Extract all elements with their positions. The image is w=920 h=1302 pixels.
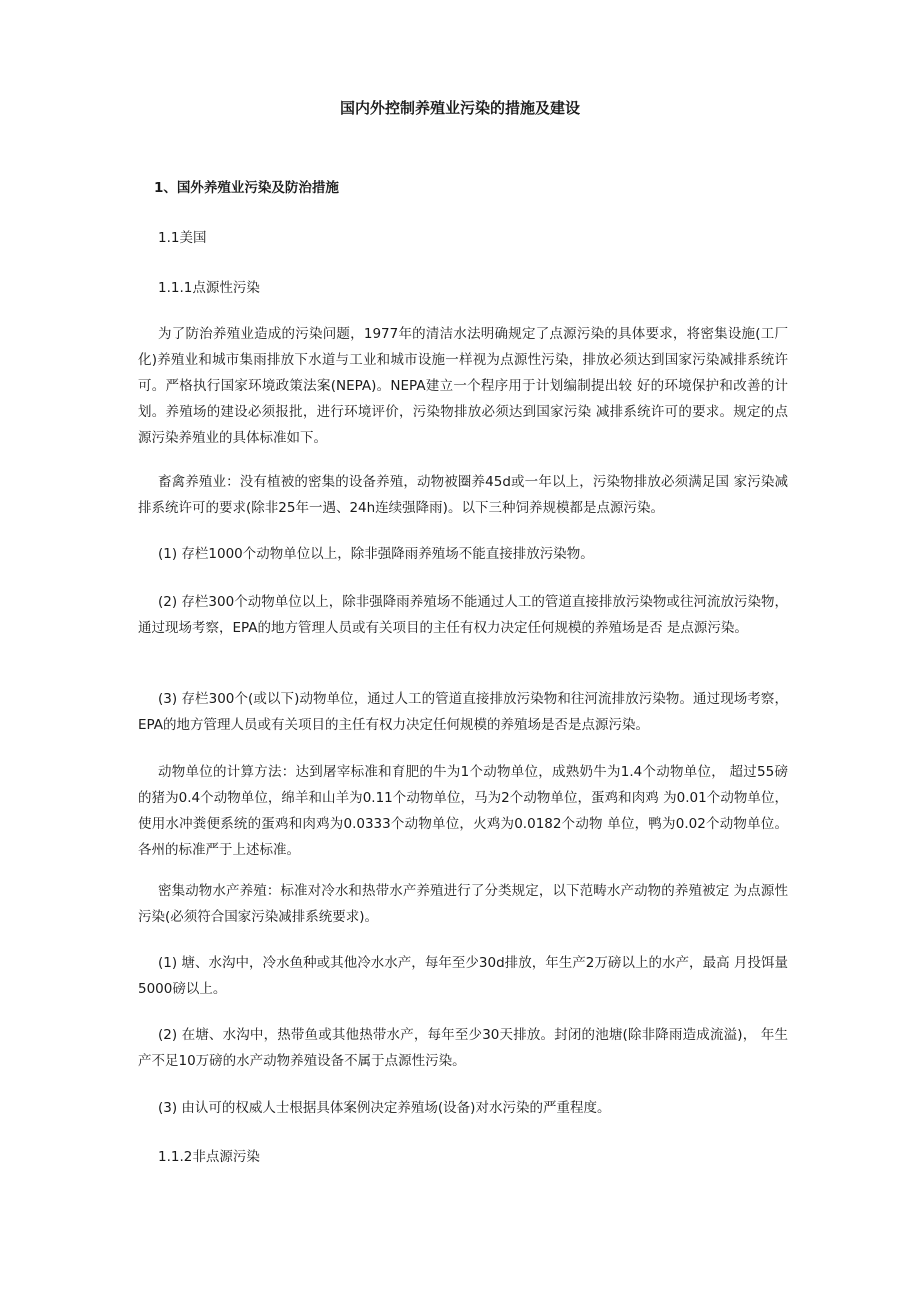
section-heading-1: 1、国外养殖业污染及防治措施 <box>154 180 339 196</box>
paragraph-animal-unit: 动物单位的计算方法：达到屠宰标准和育肥的牛为1个动物单位，成熟奶牛为1.4个动物单位， 超过55磅的猪为0.4个动物单位，绵羊和山羊为0.11个动物单位，马为2个动物单位，蛋鸡和肉鸡 为0.01个动物单位，使用水冲粪便系统的蛋鸡和肉鸡为0.0333个动物单位，火鸡为0.0182个动物 单位，鸭为0.02个动物单位。各州的标准严于上述标准。 <box>138 764 788 858</box>
section-heading-1-1-1: 1.1.1点源性污染 <box>158 280 260 296</box>
paragraph-aquaculture: 密集动物水产养殖：标准对冷水和热带水产养殖进行了分类规定，以下范畴水产动物的养殖被定 为点源性污染(必须符合国家污染减排系统要求)。 <box>138 883 788 925</box>
paragraph-aquaculture-item-2: (2) 在塘、水沟中，热带鱼或其他热带水产，每年至少30天排放。封闭的池塘(除非降雨造成流溢)， 年生产不足10万磅的水产动物养殖设备不属于点源性污染。 <box>138 1027 788 1069</box>
paragraph-point-source-intro: 为了防治养殖业造成的污染问题，1977年的清洁水法明确规定了点源污染的具体要求，将密集设施(工厂化)养殖业和城市集雨排放下水道与工业和城市设施一样视为点源性污染，排放必须达到国家污染减排系统许可。严格执行国家环境政策法案(NEPA)。NEPA建立一个程序用于计划编制提出较 好的环境保护和改善的计划。养殖场的建设必须报批，进行环境评价，污染物排放必须达到国家污染 减排系统许可的要求。规定的点源污染养殖业的具体标准如下。 <box>138 326 788 446</box>
paragraph-livestock-item-1: (1) 存栏1000个动物单位以上，除非强降雨养殖场不能直接排放污染物。 <box>158 546 594 562</box>
paragraph-aquaculture-item-1: (1) 塘、水沟中，冷水鱼种或其他冷水水产，每年至少30d排放，年生产2万磅以上的水产，最高 月投饵量5000磅以上。 <box>138 955 788 997</box>
paragraph-livestock: 畜禽养殖业：没有植被的密集的设备养殖，动物被圈养45d或一年以上，污染物排放必须满足国 家污染减排系统许可的要求(除非25年一遇、24h连续强降雨)。以下三种饲养规模都是点源污染。 <box>138 474 788 516</box>
section-heading-1-1: 1.1美国 <box>158 230 207 246</box>
paragraph-aquaculture-item-3: (3) 由认可的权威人士根据具体案例决定养殖场(设备)对水污染的严重程度。 <box>158 1100 611 1116</box>
paragraph-livestock-item-2: (2) 存栏300个动物单位以上，除非强降雨养殖场不能通过人工的管道直接排放污染物或往河流放污染物，通过现场考察，EPA的地方管理人员或有关项目的主任有权力决定任何规模的养殖场是否 是点源污染。 <box>138 594 788 636</box>
section-heading-1-1-2: 1.1.2非点源污染 <box>158 1149 260 1165</box>
document-title: 国内外控制养殖业污染的措施及建设 <box>339 99 580 117</box>
paragraph-livestock-item-3: (3) 存栏300个(或以下)动物单位，通过人工的管道直接排放污染物和往河流排放污染物。通过现场考察，EPA的地方管理人员或有关项目的主任有权力决定任何规模的养殖场是否是点源污染。 <box>138 691 788 733</box>
